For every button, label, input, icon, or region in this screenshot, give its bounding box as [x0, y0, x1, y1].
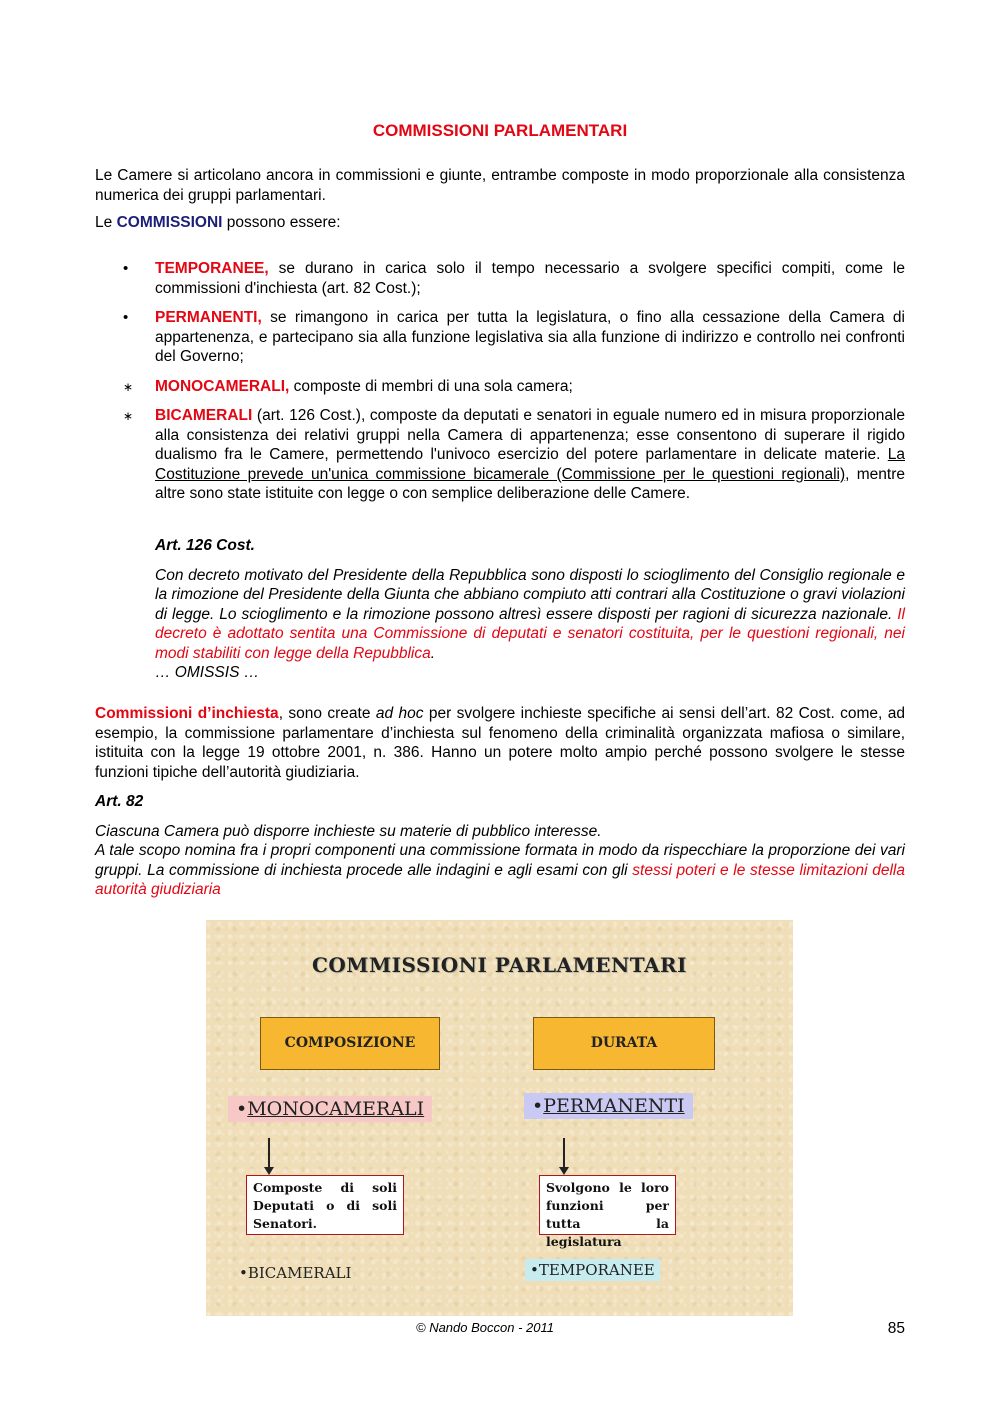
permanenti-label: PERMANENTI [543, 1095, 685, 1117]
art82-line2 [95, 841, 905, 900]
list-term: BICAMERALI [155, 407, 253, 424]
permanenti-tag [524, 1093, 693, 1119]
art126-heading: Art. 126 Cost. [155, 537, 255, 554]
art82-heading: Art. 82 [95, 793, 144, 810]
adhoc-text: ad hoc [375, 705, 424, 722]
bicamerali-tag [234, 1262, 356, 1284]
art82-red-text: stessi poteri e le stesse limitazioni della autorità giudiziaria [95, 861, 905, 898]
list-item [95, 377, 905, 397]
art82-body: A tale scopo nomina fra i propri componenti una commissione formata in modo da rispecchiare la proporzione dei vari gruppi. La commissione di inchiesta procede alle indagini e agli esami con gli [95, 842, 905, 879]
note-permanenti: Svolgono le loro funzioni per tutta la legislatura [539, 1175, 676, 1235]
art126-end: . [430, 644, 436, 662]
copyright-footer: © Nando Boccon - 2011 [416, 1320, 554, 1335]
temporanee-label: TEMPORANEE [538, 1261, 655, 1279]
art82-quote [95, 792, 905, 900]
inchiesta-text [95, 704, 905, 782]
list-underlined-text: La Costituzione prevede un'unica commissione bicamerale (Commissione per le questioni regionali) [155, 446, 905, 483]
commission-types-list [95, 259, 905, 514]
intro-pre: Le [95, 214, 117, 231]
bullet-icon: • [236, 1098, 248, 1120]
intro-post: possono essere: [222, 214, 341, 231]
bicamerali-label: BICAMERALI [247, 1264, 352, 1282]
page-title: COMMISSIONI PARLAMENTARI [372, 121, 628, 140]
list-term: PERMANENTI, [155, 309, 262, 326]
page-number: 85 [887, 1320, 905, 1337]
list-term: MONOCAMERALI, [155, 377, 290, 395]
list-tail: , mentre altre sono state istituite con legge o con semplice deliberazione delle Camere. [155, 465, 906, 502]
bullet-icon: • [532, 1095, 544, 1117]
art126-quote [155, 536, 905, 683]
commissioni-slide-image [206, 920, 793, 1316]
omissis: … OMISSIS … [155, 664, 260, 681]
commissioni-term: COMMISSIONI [116, 214, 223, 231]
list-item [95, 259, 905, 298]
inchiesta-paragraph [95, 704, 905, 782]
intro-commissioni-line [95, 213, 905, 233]
list-text: se rimangono in carica per tutta la legislatura, o fino alla cessazione della Camera di appartenenza, e partecipano sia alla funzione legislativa sia alla funzione di indirizzo e controllo nei confronti del Governo; [155, 309, 905, 365]
art126-body: Con decreto motivato del Presidente della Repubblica sono disposti lo scioglimento del Consiglio regionale e la rimozione del Presidente della Giunta che abbiano compiuto atti contrari alla Costituzione o gravi violazioni di legge. Lo scioglimento e la rimozione possono altresì essere disposti per ragioni di sicurezza nazionale. [155, 566, 905, 623]
intro-text: Le Camere si articolano ancora in commissioni e giunte, entrambe composte in modo proporzionale alla consistenza numerica dei gruppi parlamentari. [95, 167, 905, 204]
arrow-down-icon [563, 1138, 565, 1168]
bullet-icon: • [123, 309, 129, 326]
list-item [95, 308, 905, 367]
monocamerali-label: MONOCAMERALI [247, 1098, 425, 1120]
bullet-icon: • [123, 260, 129, 277]
list-item [95, 406, 905, 504]
arrow-down-icon [268, 1138, 270, 1168]
intro-paragraph [95, 166, 905, 233]
temporanee-tag [525, 1259, 660, 1281]
list-text: (art. 126 Cost.), composte da deputati e senatori in eguale numero ed in misura proporzionale alla consistenza dei relativi gruppi nella Camera di appartenenza; esse consentono di superare il rigido dualismo fra le Camere, permettendo l'univoco esercizio del potere parlamentare in delicate materie. [155, 407, 905, 463]
art126-text [155, 566, 905, 664]
note-monocamerali: Composte di soli Deputati o di soli Senatori. [246, 1175, 404, 1235]
durata-box: DURATA [533, 1017, 715, 1070]
list-text: se durano in carica solo il tempo necessario a svolgere specifici compiti, come le commissioni d'inchiesta (art. 82 Cost.); [155, 260, 905, 297]
inchiesta-term: Commissioni d’inchiesta [95, 705, 279, 722]
list-text: composte di membri di una sola camera; [289, 377, 573, 395]
composizione-box: COMPOSIZIONE [260, 1017, 440, 1070]
asterisk-icon: ∗ [123, 409, 134, 423]
asterisk-icon: ∗ [123, 379, 134, 394]
art82-line1: Ciascuna Camera può disporre inchieste su materie di pubblico interesse. [95, 822, 602, 840]
inchiesta-t2: per svolgere inchieste specifiche ai sensi dell’art. 82 Cost. come, ad esempio, la commissione parlamentare d’inchiesta sul fenomeno della criminalità organizzata mafiosa o similare, istituita con la legge 19 ottobre 2001, n. 386. Hanno un potere molto ampio perché possono svolgere le stesse funzioni tipiche dell’autorità giudiziaria. [95, 705, 905, 781]
slide-title: COMMISSIONI PARLAMENTARI [311, 953, 688, 977]
inchiesta-t1: , sono create [278, 705, 376, 722]
bullet-icon: • [239, 1264, 248, 1282]
monocamerali-tag [228, 1096, 432, 1122]
list-term: TEMPORANEE, [155, 260, 269, 277]
bullet-icon: • [530, 1261, 539, 1279]
art126-red-text: Il decreto è adottato sentita una Commissione di deputati e senatori costituita, per le questioni regionali, nei modi stabiliti con legge della Repubblica [155, 605, 905, 662]
